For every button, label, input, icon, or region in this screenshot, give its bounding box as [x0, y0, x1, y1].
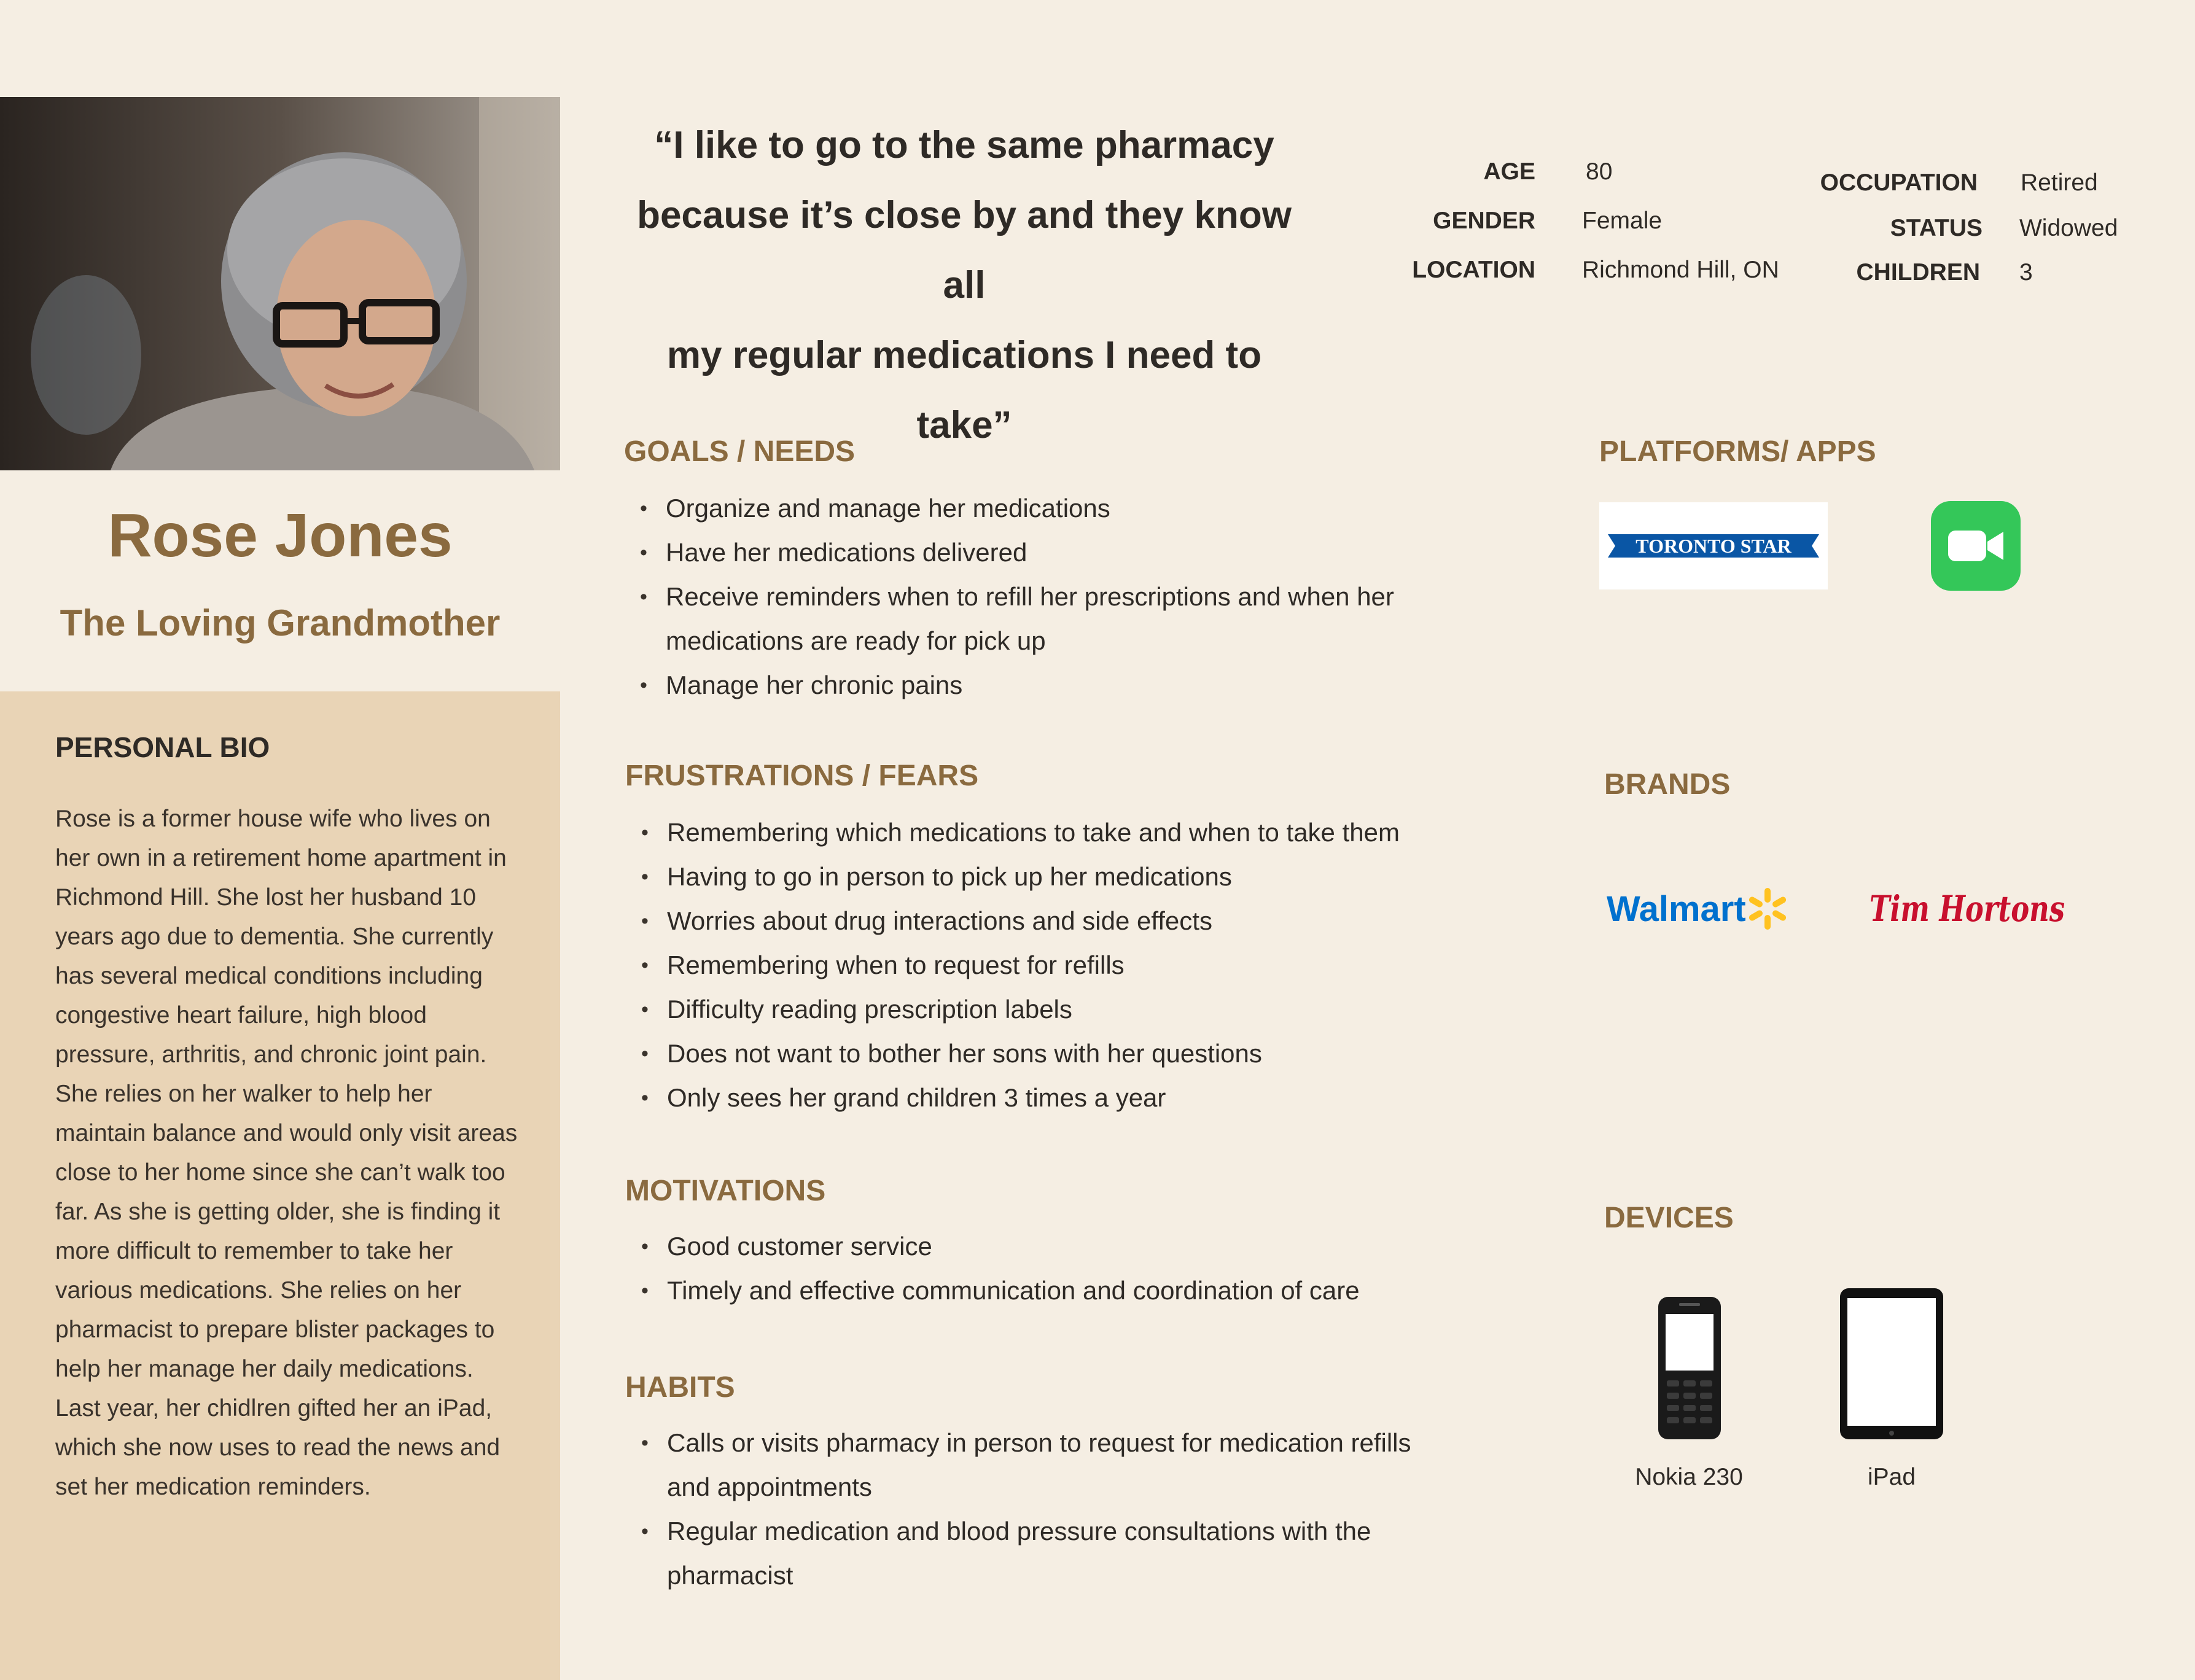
status-value: Widowed: [2019, 215, 2118, 241]
bio-line: close to her home since she can’t walk too: [55, 1159, 505, 1186]
persona-quote: [626, 111, 1302, 461]
list-item: • Only sees her grand children 3 times a year: [628, 1076, 1487, 1120]
habits-title: HABITS: [625, 1371, 735, 1404]
walmart-logo: [1605, 882, 1802, 937]
list-item: • Does not want to bother her sons with her questions: [628, 1032, 1487, 1076]
quote-line: my regular medications I need to take”: [666, 334, 1262, 446]
bio-line: Last year, her chidlren gifted her an iPad,: [55, 1395, 493, 1421]
bio-line: which she now uses to read the news and: [55, 1434, 501, 1461]
gender-label: GENDER: [1433, 208, 1535, 234]
frustrations-list: [628, 811, 1487, 1120]
facetime-video-icon: [1931, 501, 2021, 591]
list-item: • Calls or visits pharmacy in person to request for medication refills and appointments: [628, 1421, 1422, 1509]
list-item: • Remembering when to request for refills: [628, 943, 1487, 987]
age-label: AGE: [1483, 158, 1535, 185]
bio-text: [55, 799, 522, 1507]
quote-line: “I like to go to the same pharmacy: [654, 124, 1274, 166]
bio-line: years ago due to dementia. She currently: [55, 924, 494, 950]
goals-title: GOALS / NEEDS: [624, 435, 856, 468]
bio-line: far. As she is getting older, she is finding it: [55, 1199, 501, 1225]
bio-title: PERSONAL BIO: [55, 731, 270, 763]
walmart-text: Walmart: [1607, 889, 1746, 929]
bio-line: Richmond Hill. She lost her husband 10: [55, 884, 477, 911]
persona-name: Rose Jones: [107, 501, 453, 570]
list-item: • Receive reminders when to refill her prescriptions and when her medications are ready for pick up: [626, 575, 1403, 663]
bio-line: She relies on her walker to help her: [55, 1081, 432, 1107]
bio-line: congestive heart failure, high blood: [55, 1002, 427, 1029]
toronto-star-text: TORONTO STAR: [1636, 535, 1791, 557]
age-value: 80: [1586, 158, 1613, 185]
children-value: 3: [2019, 259, 2033, 286]
portrait-illustration: [0, 97, 560, 470]
habits-list: [628, 1421, 1487, 1598]
goals-list: [626, 486, 1437, 707]
occupation-value: Retired: [2021, 169, 2098, 196]
bio-line: more difficult to remember to take her: [55, 1238, 453, 1264]
phone-label: Nokia 230: [1635, 1464, 1743, 1490]
gender-value: Female: [1582, 208, 1663, 234]
bio-line: Rose is a former house wife who lives on: [55, 806, 491, 832]
tim-hortons-logo: [1867, 878, 2070, 939]
persona-subtitle: The Loving Grandmother: [60, 602, 501, 644]
location-value: Richmond Hill, ON: [1582, 257, 1779, 283]
phone-icon: [1657, 1296, 1722, 1441]
bio-line: set her medication reminders.: [55, 1474, 371, 1500]
quote-line: because it’s close by and they know all: [637, 194, 1292, 306]
bio-line: help her manage her daily medications.: [55, 1356, 474, 1382]
list-item: • Good customer service: [628, 1224, 1487, 1269]
list-item: • Manage her chronic pains: [626, 663, 1437, 707]
motivations-title: MOTIVATIONS: [625, 1175, 826, 1207]
list-item: • Organize and manage her medications: [626, 486, 1437, 531]
devices-title: DEVICES: [1604, 1202, 1734, 1234]
tim-hortons-text: Tim Hortons: [1869, 888, 2065, 930]
platforms-title: PLATFORMS/ APPS: [1599, 435, 1876, 468]
bio-line: has several medical conditions including: [55, 963, 483, 989]
tablet-label: iPad: [1867, 1464, 1916, 1490]
location-label: LOCATION: [1412, 257, 1535, 283]
list-item: • Regular medication and blood pressure consultations with the pharmacist: [628, 1509, 1422, 1598]
bio-line: maintain balance and would only visit areas: [55, 1120, 518, 1146]
tablet-icon: [1839, 1287, 1944, 1441]
persona-photo: [0, 97, 560, 470]
list-item: • Timely and effective communication and coordination of care: [628, 1269, 1487, 1313]
bio-line: various medications. She relies on her: [55, 1277, 462, 1304]
bio-line: pharmacist to prepare blister packages to: [55, 1316, 495, 1343]
bio-line: her own in a retirement home apartment in: [55, 845, 507, 871]
toronto-star-banner-icon: [1599, 502, 1828, 589]
motivations-list: [628, 1224, 1487, 1313]
walmart-spark-icon: [1748, 888, 1787, 930]
list-item: • Difficulty reading prescription labels: [628, 987, 1487, 1032]
frustrations-title: FRUSTRATIONS / FEARS: [625, 760, 979, 792]
bio-line: pressure, arthritis, and chronic joint pain.: [55, 1041, 487, 1068]
children-label: CHILDREN: [1856, 259, 1980, 286]
list-item: • Have her medications delivered: [626, 531, 1437, 575]
status-label: STATUS: [1890, 215, 1983, 241]
list-item: • Worries about drug interactions and side effects: [628, 899, 1487, 943]
occupation-label: OCCUPATION: [1820, 169, 1978, 196]
brands-title: BRANDS: [1604, 768, 1731, 801]
list-item: • Remembering which medications to take and when to take them: [628, 811, 1487, 855]
list-item: • Having to go in person to pick up her medications: [628, 855, 1487, 899]
toronto-star-logo: [1599, 502, 1828, 589]
